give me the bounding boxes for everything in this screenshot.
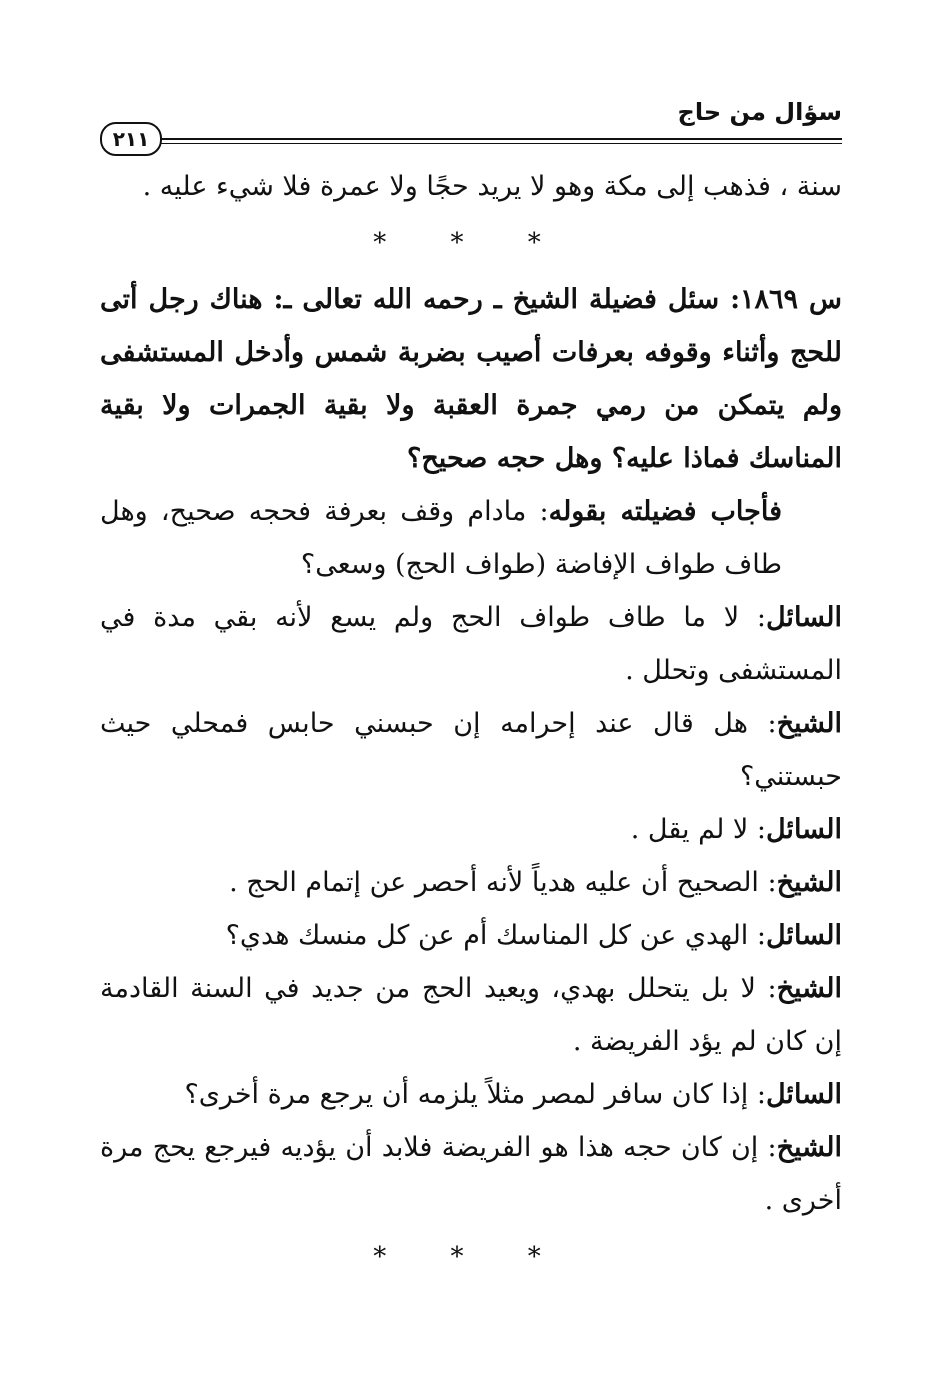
dialogue-line (100, 591, 842, 697)
dialogue-line (100, 803, 842, 856)
body-text (100, 160, 842, 1287)
speaker-label: السائل (765, 920, 842, 951)
answer-label: فأجاب فضيلته بقوله (548, 496, 782, 527)
dialogue-line (100, 697, 842, 803)
speaker-label: الشيخ (776, 708, 842, 739)
speaker-label: الشيخ (776, 867, 842, 898)
end-separator: * * * (373, 1242, 569, 1272)
speaker-label: السائل (765, 814, 842, 845)
dialogue-text: : لا بل يتحلل بهدي، ويعيد الحج من جديد في السنة القادمة إن كان لم يؤد الفريضة . (100, 973, 842, 1057)
dialogue-text: : الهدي عن كل المناسك أم عن كل منسك هدي؟ (225, 920, 766, 951)
dialogue-text: : هل قال عند إحرامه إن حبسني حابس فمحلي حيث حبستني؟ (100, 708, 842, 792)
speaker-label: السائل (765, 1079, 842, 1110)
question-paragraph: س ١٨٦٩: سئل فضيلة الشيخ ـ رحمه الله تعالى ـ: هناك رجل أتى للحج وأثناء وقوفه بعرفات أصيب بضربة شمس وأدخل المستشفى ولم يتمكن من رمي جمرة العقبة ولا بقية الجمرات ولا بقية المناسك فماذا عليه؟ وهل حجه صحيح؟ (100, 284, 843, 474)
dialogue-line (100, 1068, 842, 1121)
dialogue-line (100, 1121, 842, 1227)
dialogue-text: : لا ما طاف طواف الحج ولم يسع لأنه بقي مدة في المستشفى وتحلل . (100, 602, 842, 686)
dialogue-text: : إن كان حجه هذا هو الفريضة فلابد أن يؤديه فيرجع يحج مرة أخرى . (100, 1132, 842, 1216)
header-rule (150, 138, 842, 144)
page-number: ٢١١ (100, 122, 162, 156)
answer-paragraph (100, 485, 842, 591)
speaker-label: الشيخ (776, 973, 842, 1004)
dialogue-text: : لا لم يقل . (630, 814, 766, 845)
dialogue-line (100, 962, 842, 1068)
dialogue-text: : الصحيح أن عليه هدياً لأنه أحصر عن إتمام الحج . (229, 867, 777, 898)
answer-text: : مادام وقف بعرفة فحجه صحيح، وهل طاف طواف الإفاضة (طواف الحج) وسعى؟ (100, 496, 782, 580)
dialogue-text: : إذا كان سافر لمصر مثلاً يلزمه أن يرجع مرة أخرى؟ (184, 1079, 766, 1110)
dialogue-line (100, 909, 842, 962)
speaker-label: الشيخ (776, 1132, 842, 1163)
section-separator: * * * (373, 228, 569, 258)
dialogue-line (100, 856, 842, 909)
speaker-label: السائل (765, 602, 842, 633)
running-title: سؤال من حاج (677, 98, 842, 126)
continuation-paragraph: سنة ، فذهب إلى مكة وهو لا يريد حجًا ولا عمرة فلا شيء عليه . (142, 171, 842, 202)
